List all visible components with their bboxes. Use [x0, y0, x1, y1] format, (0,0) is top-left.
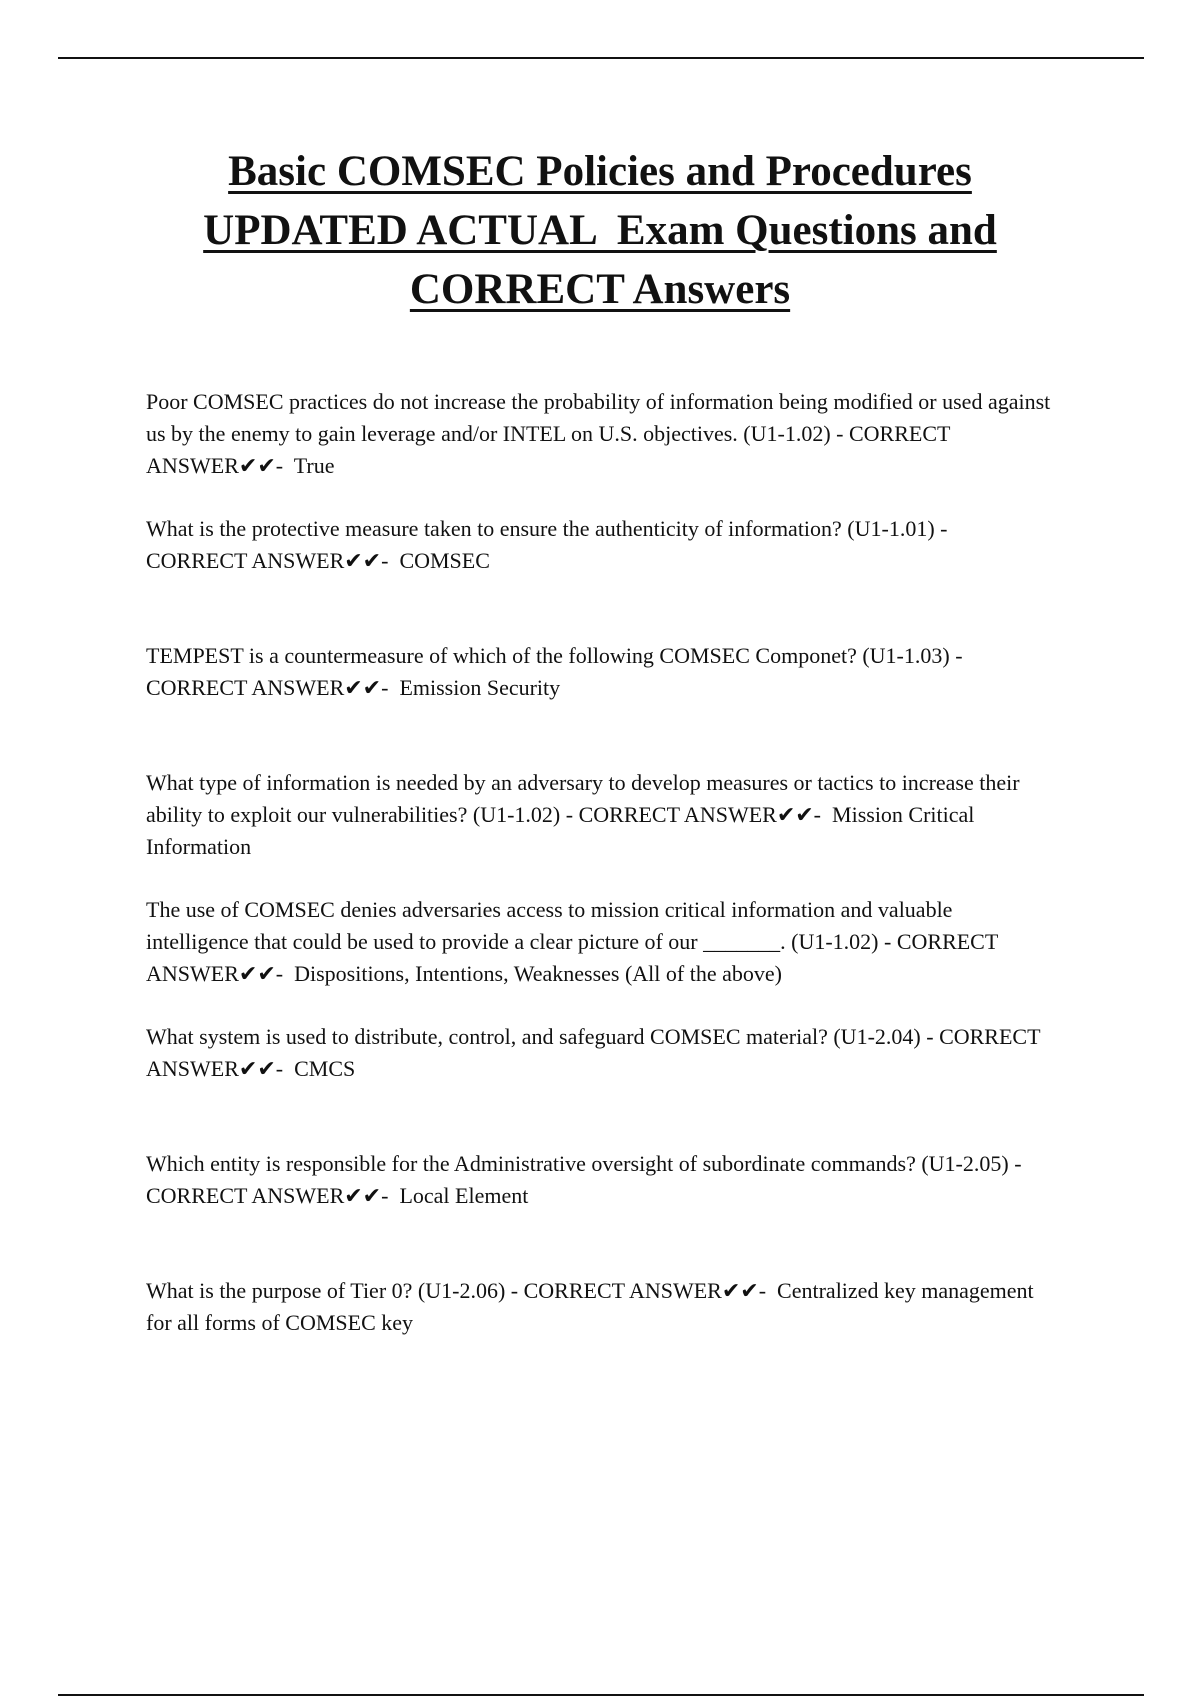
qa-item [146, 1275, 1051, 1402]
question-text: What is the purpose of Tier 0? (U1-2.06) - [146, 1278, 519, 1303]
top-rule [58, 57, 1144, 59]
document-title [120, 142, 1080, 319]
question-text: Which entity is responsible for the Administrative oversight of subordinate commands? (U1-2.05) - [146, 1151, 1022, 1176]
question-text: Poor COMSEC practices do not increase the probability of information being modified or used against us by the enemy to gain leverage and/or INTEL on U.S. objectives. (U1-1.02) - [146, 389, 1051, 446]
question-text: The use of COMSEC denies adversaries access to mission critical information and valuable intelligence that could be used to provide a clear picture of our _______. (U1-1.02) - [146, 897, 953, 954]
answer-text: Emission Security [399, 675, 561, 700]
title-line [120, 142, 1080, 201]
answer-marker: CORRECT ANSWER✔✔- [146, 421, 951, 478]
question-text: TEMPEST is a countermeasure of which of the following COMSEC Componet? (U1-1.03) - [146, 643, 963, 668]
title-line-text: Basic COMSEC Policies and Procedures [228, 148, 972, 195]
title-line [120, 201, 1080, 260]
qa-item [146, 513, 1051, 640]
answer-text: CMCS [294, 1056, 356, 1081]
question-text: What system is used to distribute, control, and safeguard COMSEC material? (U1-2.04) - [146, 1024, 934, 1049]
answer-marker: CORRECT ANSWER✔✔- [146, 1024, 1041, 1081]
answer-marker: CORRECT ANSWER✔✔- [146, 675, 389, 700]
qa-item [146, 1148, 1051, 1275]
qa-item [146, 1021, 1051, 1148]
answer-marker: CORRECT ANSWER✔✔- [523, 1278, 767, 1303]
bottom-rule [58, 1694, 1144, 1696]
question-text: What is the protective measure taken to ensure the authenticity of information? (U1-1.01) - [146, 516, 948, 541]
answer-text: True [293, 453, 335, 478]
qa-item [146, 894, 1051, 1021]
answer-text: Dispositions, Intentions, Weaknesses (All of the above) [294, 961, 782, 986]
qa-item [146, 767, 1051, 894]
answer-marker: CORRECT ANSWER✔✔- [578, 802, 822, 827]
title-line-text: CORRECT Answers [409, 266, 791, 313]
question-text: What type of information is needed by an adversary to develop measures or tactics to increase their ability to exploit our vulnerabilities? (U1-1.02) - [146, 770, 1020, 827]
answer-marker: CORRECT ANSWER✔✔- [146, 1183, 389, 1208]
answer-text: Mission Critical Information [146, 802, 975, 859]
answer-marker: CORRECT ANSWER✔✔- [146, 929, 998, 986]
question-answer-list [146, 386, 1051, 1402]
title-line-text: UPDATED ACTUAL Exam Questions and [203, 207, 997, 254]
title-line [120, 260, 1080, 319]
answer-text: Centralized key management for all forms of COMSEC key [146, 1278, 1034, 1335]
qa-item [146, 640, 1051, 767]
answer-text: Local Element [399, 1183, 529, 1208]
answer-text: COMSEC [399, 548, 490, 573]
answer-marker: CORRECT ANSWER✔✔- [146, 548, 389, 573]
qa-item [146, 386, 1051, 513]
